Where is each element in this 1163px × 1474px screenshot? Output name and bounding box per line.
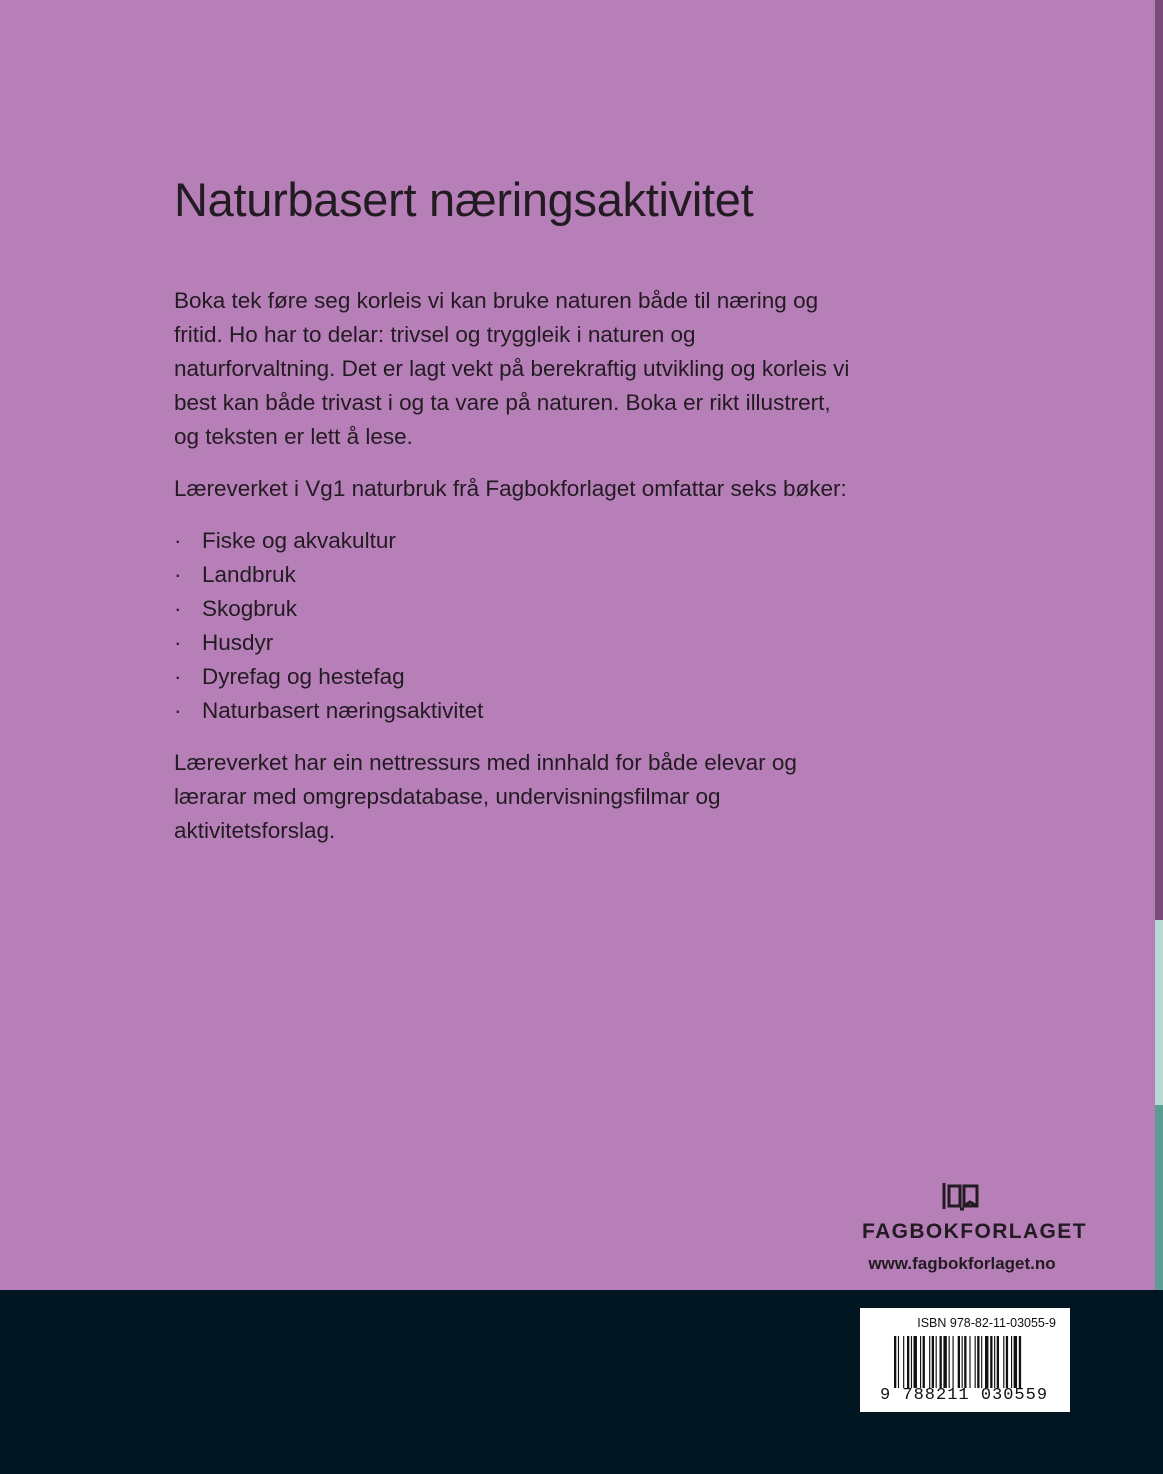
list-item-label: Skogbruk	[202, 596, 298, 621]
bullet: ·	[174, 664, 182, 689]
blurb-paragraph-2: Læreverket i Vg1 naturbruk frå Fagbokforlaget omfattar seks bøker:	[174, 476, 847, 501]
barcode-bar	[1003, 1336, 1004, 1388]
list-item-label: Landbruk	[202, 562, 296, 587]
bullet: ·	[174, 698, 182, 723]
barcode-bar	[943, 1336, 946, 1388]
barcode-bar	[958, 1336, 960, 1388]
publisher-url: www.fagbokforlaget.no	[868, 1254, 1056, 1273]
publisher-name: FAGBOKFORLAGET	[862, 1220, 1087, 1243]
list-item	[174, 694, 854, 728]
barcode-bar	[923, 1336, 925, 1388]
bullet: ·	[174, 596, 182, 621]
barcode-bar	[969, 1336, 970, 1388]
list-item	[174, 524, 854, 558]
barcode-bar	[929, 1336, 930, 1388]
barcode-bar	[1014, 1336, 1017, 1388]
bullet: ·	[174, 528, 182, 553]
barcode-bar	[932, 1336, 934, 1388]
barcode-bar	[981, 1336, 982, 1388]
isbn-label: ISBN 978-82-11-03055-9	[917, 1316, 1056, 1330]
isbn-barcode	[860, 1308, 1070, 1412]
blurb-paragraph-1: Boka tek føre seg korleis vi kan bruke naturen både til næring og fritid. Ho har to delar: trivsel og tryggleik i naturen og naturforvaltning. Det er lagt vekt på berekraftig utvikling og korleis vi best kan både trivast i og ta vare på naturen. Boka er rikt illustrert, og teksten er lett å lese.	[174, 288, 850, 449]
list-item-label: Fiske og akvakultur	[202, 528, 396, 553]
bullet: ·	[174, 630, 182, 655]
barcode-bar	[953, 1336, 954, 1388]
barcode-bar	[977, 1336, 979, 1388]
bullet: ·	[174, 562, 182, 587]
list-item	[174, 558, 854, 592]
barcode-bar	[962, 1336, 963, 1388]
list-item-label: Dyrefag og hestefag	[202, 664, 405, 689]
barcode-bar	[894, 1336, 896, 1388]
barcode-bar	[914, 1336, 917, 1388]
spine-strip-teal	[1155, 1105, 1163, 1290]
barcode-bar	[903, 1336, 904, 1388]
barcode-bar	[1011, 1336, 1012, 1388]
barcode-bar	[911, 1336, 912, 1388]
list-item-label: Naturbasert næringsaktivitet	[202, 698, 484, 723]
book-series-list	[174, 524, 854, 728]
barcode-bar	[940, 1336, 942, 1388]
barcode-bar	[1006, 1336, 1008, 1388]
book-title: Naturbasert næringsaktivitet	[174, 173, 754, 226]
barcode-bar	[985, 1336, 988, 1388]
barcode-bar	[975, 1336, 976, 1388]
barcode-bar	[949, 1336, 950, 1388]
barcode-bar	[936, 1336, 937, 1388]
barcode-digits: 9 788211 030559	[880, 1386, 1049, 1405]
barcode-bar	[994, 1336, 995, 1388]
spine-strip-light-teal	[1155, 920, 1163, 1105]
blurb	[174, 284, 854, 866]
barcode-bar	[1019, 1336, 1021, 1388]
barcode-bar	[907, 1336, 909, 1388]
barcode-bar	[898, 1336, 899, 1388]
spine-strip-purple	[1155, 0, 1163, 920]
list-item-label: Husdyr	[202, 630, 274, 655]
blurb-paragraph-3: Læreverket har ein nettressurs med innhald for både elevar og lærarar med omgrepsdatabase, undervisningsfilmar og aktivitetsforslag.	[174, 750, 797, 843]
barcode-bar	[990, 1336, 992, 1388]
barcode-bar	[997, 1336, 999, 1388]
barcode-bar	[920, 1336, 921, 1388]
list-item	[174, 660, 854, 694]
open-book-logo-icon	[941, 1180, 983, 1212]
barcode-bar	[964, 1336, 966, 1388]
list-item	[174, 626, 854, 660]
list-item	[174, 592, 854, 626]
publisher-block	[862, 1180, 1087, 1274]
